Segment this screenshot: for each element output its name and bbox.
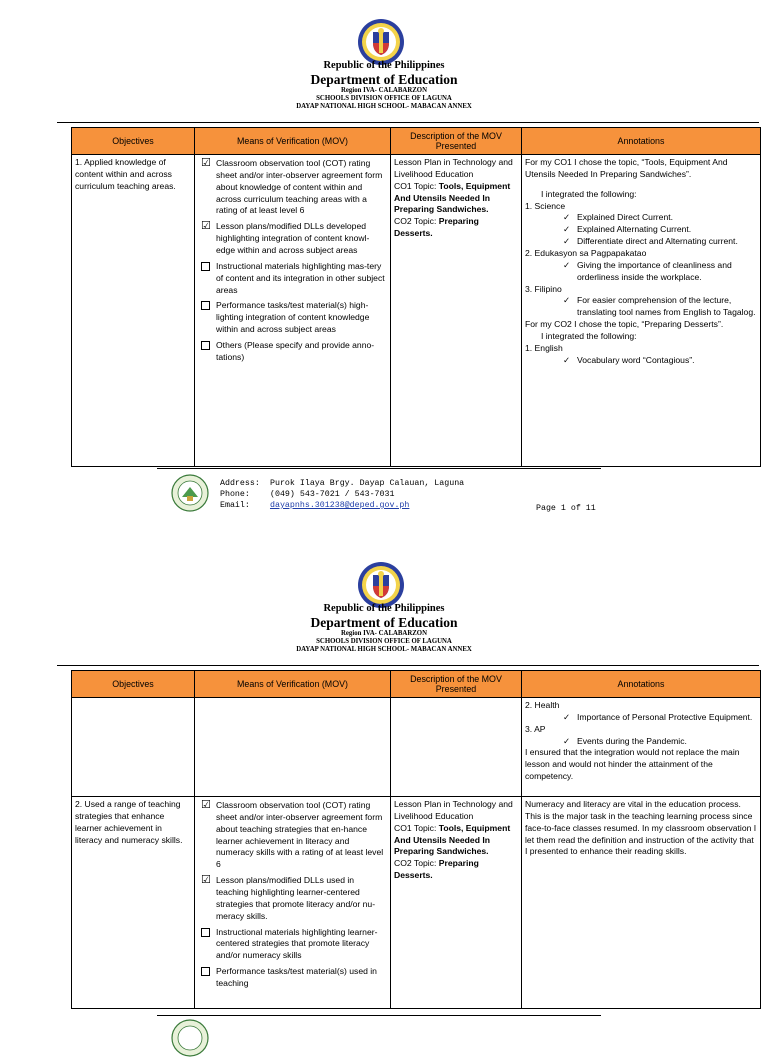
empty-box-icon	[201, 262, 210, 271]
header-mov: Means of Verification (MOV)	[195, 128, 391, 155]
checked-box-icon: ☑	[201, 799, 211, 811]
co2-label: CO2 Topic:	[394, 216, 439, 227]
integrated-text: I integrated the following:	[541, 188, 637, 199]
header-description: Description of the MOV Presented	[391, 671, 522, 698]
page-number: Page 1 of 11	[536, 504, 596, 513]
empty-box-icon	[201, 928, 210, 937]
table-row	[72, 155, 761, 467]
subject-health: 2. Health	[525, 700, 560, 710]
annotations-cell: Numeracy and literacy are vital in the education process. This is the major task in the teaching learning process since face-to-face classes resumed. In my classroom observation I let them read the definition and instruction of the activity that I presented to enhance their reading skills.	[522, 797, 761, 1009]
mov-item	[198, 340, 387, 364]
subject-filipino: 3. Filipino	[525, 283, 562, 294]
integrated-text: I integrated the following:	[541, 331, 637, 342]
table-row	[72, 698, 761, 797]
description-cell	[391, 797, 522, 1009]
mov-item	[198, 158, 387, 217]
checkmark-icon: ✓	[563, 259, 571, 270]
check-item-text: Giving the importance of cleanliness and orderliness inside the workplace.	[577, 259, 732, 282]
checkmark-icon: ✓	[563, 212, 571, 223]
header-objectives: Objectives	[72, 128, 195, 155]
header-annotations: Annotations	[522, 671, 761, 698]
header-objectives: Objectives	[72, 671, 195, 698]
header-mov: Means of Verification (MOV)	[195, 671, 391, 698]
co1-topic: Tools, Equipment And Utensils Needed In Preparing Sandwiches.	[394, 180, 511, 215]
check-item	[525, 212, 757, 224]
checkmark-icon: ✓	[563, 711, 571, 722]
mov-item	[198, 927, 387, 963]
header-division: SCHOOLS DIVISION OFFICE OF LAGUNA	[316, 95, 452, 102]
description-intro: Lesson Plan in Technology and Livelihood Education	[394, 157, 513, 179]
check-item-text: Explained Alternating Current.	[577, 224, 692, 235]
co1-topic: Tools, Equipment And Utensils Needed In Preparing Sandwiches.	[394, 822, 511, 857]
address-label: Address:	[220, 479, 260, 488]
mov-item-text: Lesson plans/modified DLLs used in teaching highlighting learner-centered strategies that promote literacy and/or nu-meracy skills.	[216, 875, 376, 921]
check-item-text: Differentiate direct and Alternating current.	[577, 236, 738, 247]
mov-item	[198, 966, 387, 990]
mov-item	[198, 261, 387, 297]
address-value: Purok Ilaya Brgy. Dayap Calauan, Laguna	[269, 479, 465, 488]
checkmark-icon: ✓	[563, 224, 571, 235]
header-republic: Republic of the Philippines	[323, 60, 445, 71]
subject-esp: 2. Edukasyon sa Pagpapakatao	[525, 248, 647, 259]
co1-label: CO1 Topic:	[394, 822, 439, 833]
checkmark-icon: ✓	[563, 735, 571, 746]
description-cell	[391, 698, 522, 797]
header-divider	[57, 122, 759, 123]
mov-item-text: Classroom observation tool (COT) rating sheet and/or inter-observer agreement form about knowledge of content within and across curriculum teaching areas with a rating of at least level 6	[216, 158, 383, 216]
check-item	[525, 355, 757, 367]
mov-item-text: Classroom observation tool (COT) rating sheet and/or inter-observer agreement form about teaching strategies that en-hance learner achievement in literacy and numeracy skills with a rating of at least level 6	[216, 800, 384, 870]
objective-cell	[72, 698, 195, 797]
header-description: Description of the MOV Presented	[391, 128, 522, 155]
header-department: Department of Education	[310, 72, 458, 87]
annotations-cell	[522, 155, 761, 467]
table-header-row	[72, 671, 761, 698]
mov-cell	[195, 155, 391, 467]
mov-item	[198, 300, 387, 336]
annotations-cell	[522, 698, 761, 797]
header-school: DAYAP NATIONAL HIGH SCHOOL- MABACAN ANNEX	[296, 103, 472, 110]
mov-item-text: Lesson plans/modified DLLs developed highlighting integration of content knowl-edge within and across subject areas	[216, 221, 370, 256]
header-region: Region IVA- CALABARZON	[341, 630, 427, 637]
mov-item-text: Instructional materials highlighting mas-tery of content and its integration in other subject areas	[216, 260, 385, 295]
mov-cell	[195, 797, 391, 1009]
school-logo-icon	[170, 1019, 210, 1057]
checkmark-icon: ✓	[563, 295, 571, 306]
header-school: DAYAP NATIONAL HIGH SCHOOL- MABACAN ANNEX	[296, 646, 472, 653]
objective-cell: 2. Used a range of teaching strategies that enhance learner achievement in literacy and numeracy skills.	[72, 797, 195, 1009]
checked-box-icon: ☑	[201, 220, 211, 233]
description-cell	[391, 155, 522, 467]
empty-box-icon	[201, 301, 210, 310]
co2-topic: Preparing Desserts.	[394, 858, 479, 881]
mov-item	[198, 875, 387, 922]
check-item	[525, 236, 757, 248]
mov-item	[198, 221, 387, 257]
description-intro: Lesson Plan in Technology and Livelihood Education	[394, 799, 513, 821]
header-region: Region IVA- CALABARZON	[341, 87, 427, 94]
co1-intro: For my CO1 I chose the topic, “Tools, Equipment And Utensils Needed In Preparing Sandwiches”.	[525, 157, 728, 179]
footer-divider	[157, 468, 601, 469]
table-row	[72, 797, 761, 1009]
document-page-2	[0, 543, 768, 1024]
check-item-text: Explained Direct Current.	[577, 212, 674, 223]
mov-item-text: Performance tasks/test material(s) high-lighting integration of content knowledge within and across subject areas	[216, 300, 370, 335]
check-item-text: Vocabulary word “Contagious”.	[577, 354, 695, 365]
header-department: Department of Education	[310, 615, 458, 630]
objective-cell: 1. Applied knowledge of content within and across curriculum teaching areas.	[72, 155, 195, 467]
co2-topic: Preparing Desserts.	[394, 216, 479, 239]
checkmark-icon: ✓	[563, 354, 571, 365]
mov-item-text: Others (Please specify and provide anno-tations)	[216, 340, 375, 362]
co2-intro: For my CO2 I chose the topic, “Preparing Desserts”.	[525, 319, 724, 330]
email-link[interactable]: dayapnhs.301238@deped.gov.ph	[269, 501, 410, 510]
closing-text: I ensured that the integration would not replace the main lesson and would not hinder the attainment of the competency.	[525, 747, 740, 782]
subject-science: 1. Science	[525, 200, 566, 211]
check-item	[525, 260, 757, 284]
phone-value: (049) 543-7021 / 543-7031	[269, 490, 395, 499]
school-logo-icon	[170, 474, 210, 512]
deped-seal-icon	[356, 18, 406, 66]
phone-label: Phone:	[220, 490, 250, 499]
check-item	[525, 295, 757, 319]
mov-item	[198, 800, 387, 871]
footer-divider	[157, 1015, 601, 1016]
rpms-matrix-table	[71, 127, 761, 467]
header-division: SCHOOLS DIVISION OFFICE OF LAGUNA	[316, 638, 452, 645]
mov-cell	[195, 698, 391, 797]
check-item-text: Importance of Personal Protective Equipment.	[577, 711, 753, 722]
checked-box-icon: ☑	[201, 157, 211, 169]
co1-label: CO1 Topic:	[394, 180, 439, 191]
header-divider	[57, 665, 759, 666]
rpms-matrix-table	[71, 670, 761, 1009]
header-annotations: Annotations	[522, 128, 761, 155]
empty-box-icon	[201, 967, 210, 976]
check-item	[525, 736, 757, 748]
header-republic: Republic of the Philippines	[323, 603, 445, 614]
mov-item-text: Instructional materials highlighting learner-centered strategies that promote literacy and/or numeracy skills	[216, 926, 378, 961]
check-item	[525, 712, 757, 724]
deped-seal-icon	[356, 561, 406, 609]
mov-item-text: Performance tasks/test material(s) used in teaching	[216, 966, 377, 989]
check-item	[525, 224, 757, 236]
table-header-row	[72, 128, 761, 155]
subject-ap: 3. AP	[525, 723, 546, 734]
checkmark-icon: ✓	[563, 236, 571, 247]
subject-english: 1. English	[525, 342, 563, 353]
check-item-text: Events during the Pandemic.	[577, 735, 687, 746]
footer-contact	[220, 478, 464, 511]
email-label: Email:	[220, 501, 250, 510]
checked-box-icon: ☑	[201, 874, 211, 887]
check-item-text: For easier comprehension of the lecture, translating tool names from English to Tagalog.	[577, 295, 756, 318]
empty-box-icon	[201, 341, 210, 350]
co2-label: CO2 Topic:	[394, 858, 439, 869]
